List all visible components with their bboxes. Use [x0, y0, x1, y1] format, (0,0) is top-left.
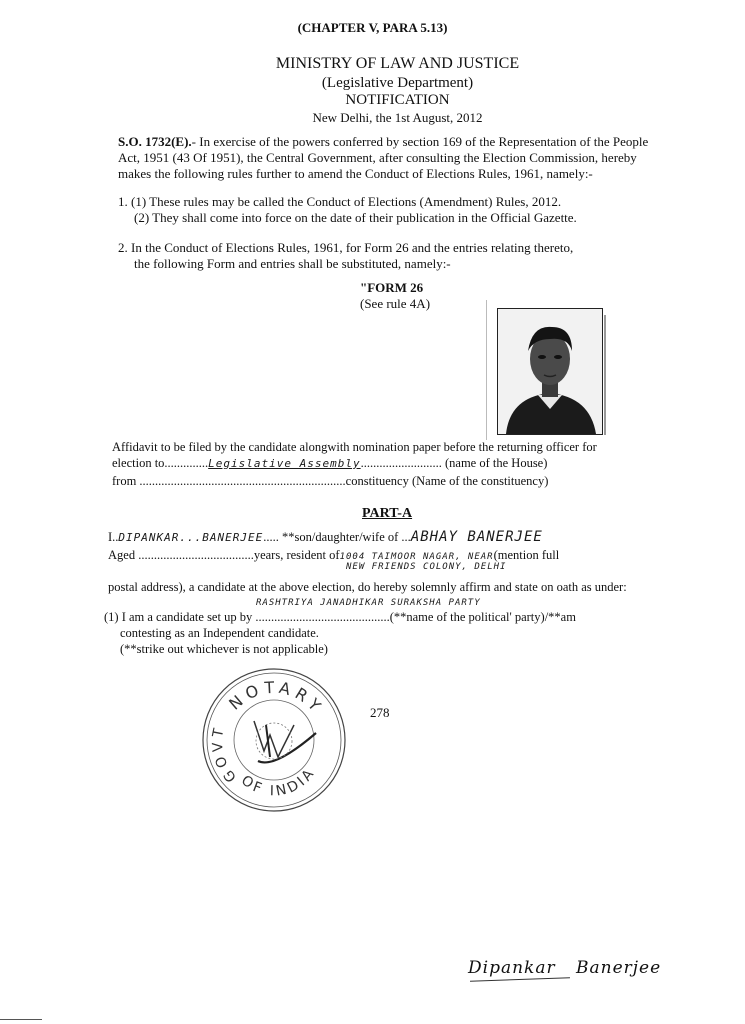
- independent-line: contesting as an Independent candidate.: [120, 626, 319, 640]
- preamble-line-2: Act, 1951 (43 Of 1951), the Central Government, after consulting the Election Commission, hereby: [118, 150, 637, 165]
- rule-1-2: (2) They shall come into force on the date of their publication in the Official Gazette.: [134, 210, 577, 225]
- page-number: 278: [370, 705, 390, 720]
- declarant-line: I..DIPANKAR...BANERJEE..... **son/daughter/wife of ...ABHAY BANERJEE: [108, 529, 543, 545]
- affidavit-line-1: Affidavit to be filed by the candidate alongwith nomination paper before the returning officer for: [112, 440, 597, 454]
- aged-line: Aged .....................................years, resident of1004 TAIMOOR NAGAR, NEAR(mention full: [108, 548, 560, 562]
- address-handwritten-1: 1004 TAIMOOR NAGAR, NEAR: [339, 552, 494, 562]
- notary-stamp: [198, 665, 350, 815]
- form-see-rule: (See rule 4A): [360, 296, 431, 311]
- form-title: "FORM 26: [360, 280, 424, 295]
- candidate-setup-line: (1) I am a candidate set up by ...........................................(**name of the political' party)/**am: [104, 610, 576, 624]
- so-number: S.O. 1732(E).: [118, 134, 192, 149]
- rule-2-1: 2. In the Conduct of Elections Rules, 1961, for Form 26 and the entries relating thereto,: [118, 240, 574, 255]
- svg-text:OF INDIA: OF INDIA: [237, 764, 319, 800]
- notary-seal-icon: [198, 665, 350, 815]
- portrait-image: [498, 309, 602, 434]
- notification-heading: NOTIFICATION: [345, 92, 450, 108]
- house-name-handwritten: Legislative Assembly: [208, 457, 361, 470]
- postal-address-line: postal address), a candidate at the above election, do hereby solemnly affirm and state on oath as under:: [108, 580, 627, 594]
- candidate-photo: [497, 308, 603, 435]
- part-a-heading: PART-A: [362, 506, 413, 521]
- candidate-name-handwritten: DIPANKAR...BANERJEE: [118, 531, 264, 544]
- affidavit-line-3: from ..................................................................constituency (Name of the constituency): [112, 474, 549, 488]
- department-title: (Legislative Department): [321, 75, 474, 91]
- chapter-reference: (CHAPTER V, PARA 5.13): [297, 20, 448, 35]
- party-name-handwritten: RASHTRIYA JANADHIKAR SURAKSHA PARTY: [256, 598, 481, 608]
- rule-1-1: 1. (1) These rules may be called the Conduct of Elections (Amendment) Rules, 2012.: [118, 194, 562, 209]
- affidavit-line-2: election to..............Legislative Assembly.......................... (name of the House): [112, 456, 548, 470]
- ministry-title: MINISTRY OF LAW AND JUSTICE: [275, 55, 520, 72]
- place-date: New Delhi, the 1st August, 2012: [312, 110, 483, 125]
- svg-text:GOVT: GOVT: [209, 723, 240, 785]
- photo-edge: [604, 315, 606, 435]
- strike-note: (**strike out whichever is not applicable): [120, 642, 328, 656]
- address-handwritten-2: NEW FRIENDS COLONY, DELHI: [346, 562, 507, 572]
- margin-rule: [486, 300, 487, 440]
- svg-text:NOTARY: NOTARY: [225, 677, 328, 719]
- signature-last: Banerjee: [576, 958, 662, 978]
- father-name-handwritten: ABHAY BANERJEE: [410, 529, 543, 545]
- signature: [468, 958, 661, 978]
- scan-edge: [0, 1019, 42, 1020]
- preamble-line-3: makes the following rules further to amend the Conduct of Elections Rules, 1961, namely:-: [118, 166, 593, 181]
- preamble-line-1: S.O. 1732(E).- In exercise of the powers conferred by section 169 of the Representation of the People: [118, 134, 649, 149]
- rule-2-2: the following Form and entries shall be substituted, namely:-: [134, 256, 451, 271]
- signature-first: Dipankar: [468, 958, 556, 978]
